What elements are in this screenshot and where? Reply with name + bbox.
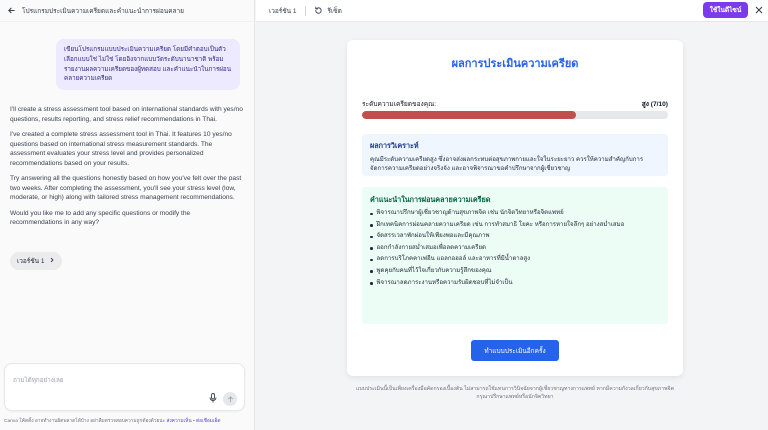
stress-level-bar xyxy=(362,111,668,119)
analysis-box xyxy=(362,134,668,176)
analysis-title: ผลการวิเคราะห์ xyxy=(370,141,419,150)
bullet xyxy=(370,270,373,273)
close-icon[interactable] xyxy=(752,3,766,17)
chat-panel xyxy=(0,0,255,430)
chat-title: โปรแกรมประเมินความเครียดและคำแนะนำการผ่อนคลาย xyxy=(22,7,184,15)
bullet xyxy=(370,259,373,262)
version-pill-label: เวอร์ชัน 1 xyxy=(17,258,45,265)
footer-separator: • xyxy=(192,419,195,424)
user-message: เขียนโปรแกรมแบบประเมินความเครียด โดยมีคำตอบเป็นตัวเลือกแบบใช่ ไม่ใช่ โดยอิงจากแบบวัดระดับนานาชาติ พร้อมรายงานผลความเครียดของผู้ทดสอบ และคำแนะนำในการผ่อนคลายความเครียด xyxy=(56,39,240,90)
footer-disclaimer xyxy=(4,417,254,425)
tip-text: พิจารณาลดภาระงานหรือความรับผิดชอบที่ไม่จำเป็น xyxy=(376,278,513,286)
tip-item xyxy=(370,245,660,251)
restore-button[interactable]: รีเซ็ต xyxy=(327,7,342,15)
tip-text: ลดการบริโภคคาเฟอีน แอลกอฮอล์ และอาหารที่มีน้ำตาลสูง xyxy=(376,255,531,263)
toolbar-divider xyxy=(305,6,306,16)
preview-toolbar xyxy=(256,0,768,22)
tip-item xyxy=(370,233,660,239)
result-card xyxy=(347,40,683,376)
stress-level-bar-fill xyxy=(362,111,576,119)
arrow-up-icon xyxy=(227,396,234,403)
stress-level-value: สูง (7/10) xyxy=(641,101,668,108)
tip-item xyxy=(370,210,660,216)
tips-title: คำแนะนำในการผ่อนคลายความเครียด xyxy=(370,195,491,204)
feedback-link[interactable]: ส่งความเห็น xyxy=(166,419,192,424)
assistant-paragraph: I've created a complete stress assessment tool in Thai. It features 10 yes/no questions based on international stress measurement standards. The assessment evaluates your stress level and provides personalized recommendations based on your results. xyxy=(10,131,232,167)
tip-item xyxy=(370,280,660,286)
tip-text: ฝึกเทคนิคการผ่อนคลายความเครียด เช่น การทำสมาธิ โยคะ หรือการหายใจลึกๆ อย่างสม่ำเสมอ xyxy=(376,220,625,228)
app-preview xyxy=(256,23,768,430)
bullet xyxy=(370,224,373,227)
bullet xyxy=(370,213,373,216)
tip-item xyxy=(370,268,660,274)
chat-header xyxy=(0,0,254,22)
tip-text: ออกกำลังกายสม่ำเสมอเพื่อลดความเครียด xyxy=(376,243,486,251)
tips-list xyxy=(370,210,660,286)
tip-text: พูดคุยกับคนที่ไว้ใจเกี่ยวกับความรู้สึกของคุณ xyxy=(376,266,492,274)
microphone-icon[interactable] xyxy=(208,392,218,404)
chat-input-placeholder[interactable]: ถามได้ทุกอย่างเลย xyxy=(13,377,64,384)
tip-item xyxy=(370,256,660,262)
assistant-paragraph: Try answering all the questions honestly based on how you've felt over the past two weeks. After completing the assessment, you'll see your stress level (low, moderate, or high) along with tailored stress management recommendations. xyxy=(10,175,242,202)
assistant-message xyxy=(10,105,244,234)
chat-input-box[interactable] xyxy=(4,363,245,411)
chevron-right-icon xyxy=(49,257,55,265)
bullet xyxy=(370,236,373,239)
bullet xyxy=(370,247,373,250)
use-in-design-button[interactable]: ใช้ในดีไซน์ xyxy=(703,2,748,18)
assistant-paragraph: Would you like me to add any specific questions or modify the recommendations in any way? xyxy=(10,209,191,227)
version-pill-button[interactable] xyxy=(10,252,62,270)
bullet xyxy=(370,282,373,285)
footer-text: Canva โค้ดดิ้ง อาจทำงานผิดพลาดได้บ้าง อย่าลืมตรวจสอบความถูกต้องด้วยนะ xyxy=(4,419,166,424)
tip-text: พิจารณาปรึกษาผู้เชี่ยวชาญด้านสุขภาพจิต เช่น นักจิตวิทยาหรือจิตแพทย์ xyxy=(376,209,564,216)
version-label[interactable]: เวอร์ชัน 1 xyxy=(269,7,297,15)
analysis-text: คุณมีระดับความเครียดสูง ซึ่งอาจส่งผลกระทบต่อสุขภาพกายและใจในระยะยาว ควรให้ความสำคัญกับการจัดการความเครียดอย่างจริงจัง และอาจพิจารณาขอคำปรึกษาจากผู้เชี่ยวชาญ xyxy=(370,156,644,172)
tip-text: จัดสรรเวลาพักผ่อนให้เพียงพอและมีคุณภาพ xyxy=(376,232,490,240)
assessment-disclaimer: แบบประเมินนี้เป็นเพียงเครื่องมือคัดกรองเบื้องต้น ไม่สามารถใช้แทนการวินิจฉัยจากผู้เชี่ยวชาญทางการแพทย์ หากมีความกังวลเกี่ยวกับสุขภาพจิต กรุณาปรึกษาแพทย์หรือนักจิตวิทยา xyxy=(356,386,674,400)
assistant-paragraph: I'll create a stress assessment tool based on international standards with yes/no questions, results reporting, and stress relief recommendations in Thai. xyxy=(10,106,243,123)
stress-level-label: ระดับความเครียดของคุณ: xyxy=(362,101,437,108)
restore-icon[interactable] xyxy=(314,6,324,16)
tips-box xyxy=(362,187,668,324)
result-title: ผลการประเมินความเครียด xyxy=(451,58,579,70)
tip-item xyxy=(370,222,660,228)
send-button[interactable] xyxy=(223,392,237,406)
back-arrow-icon[interactable] xyxy=(6,6,16,16)
footer-link[interactable]: ต่อเชื่อมเอ็ด xyxy=(195,419,221,424)
retake-assessment-button[interactable]: ทำแบบประเมินอีกครั้ง xyxy=(471,340,559,361)
